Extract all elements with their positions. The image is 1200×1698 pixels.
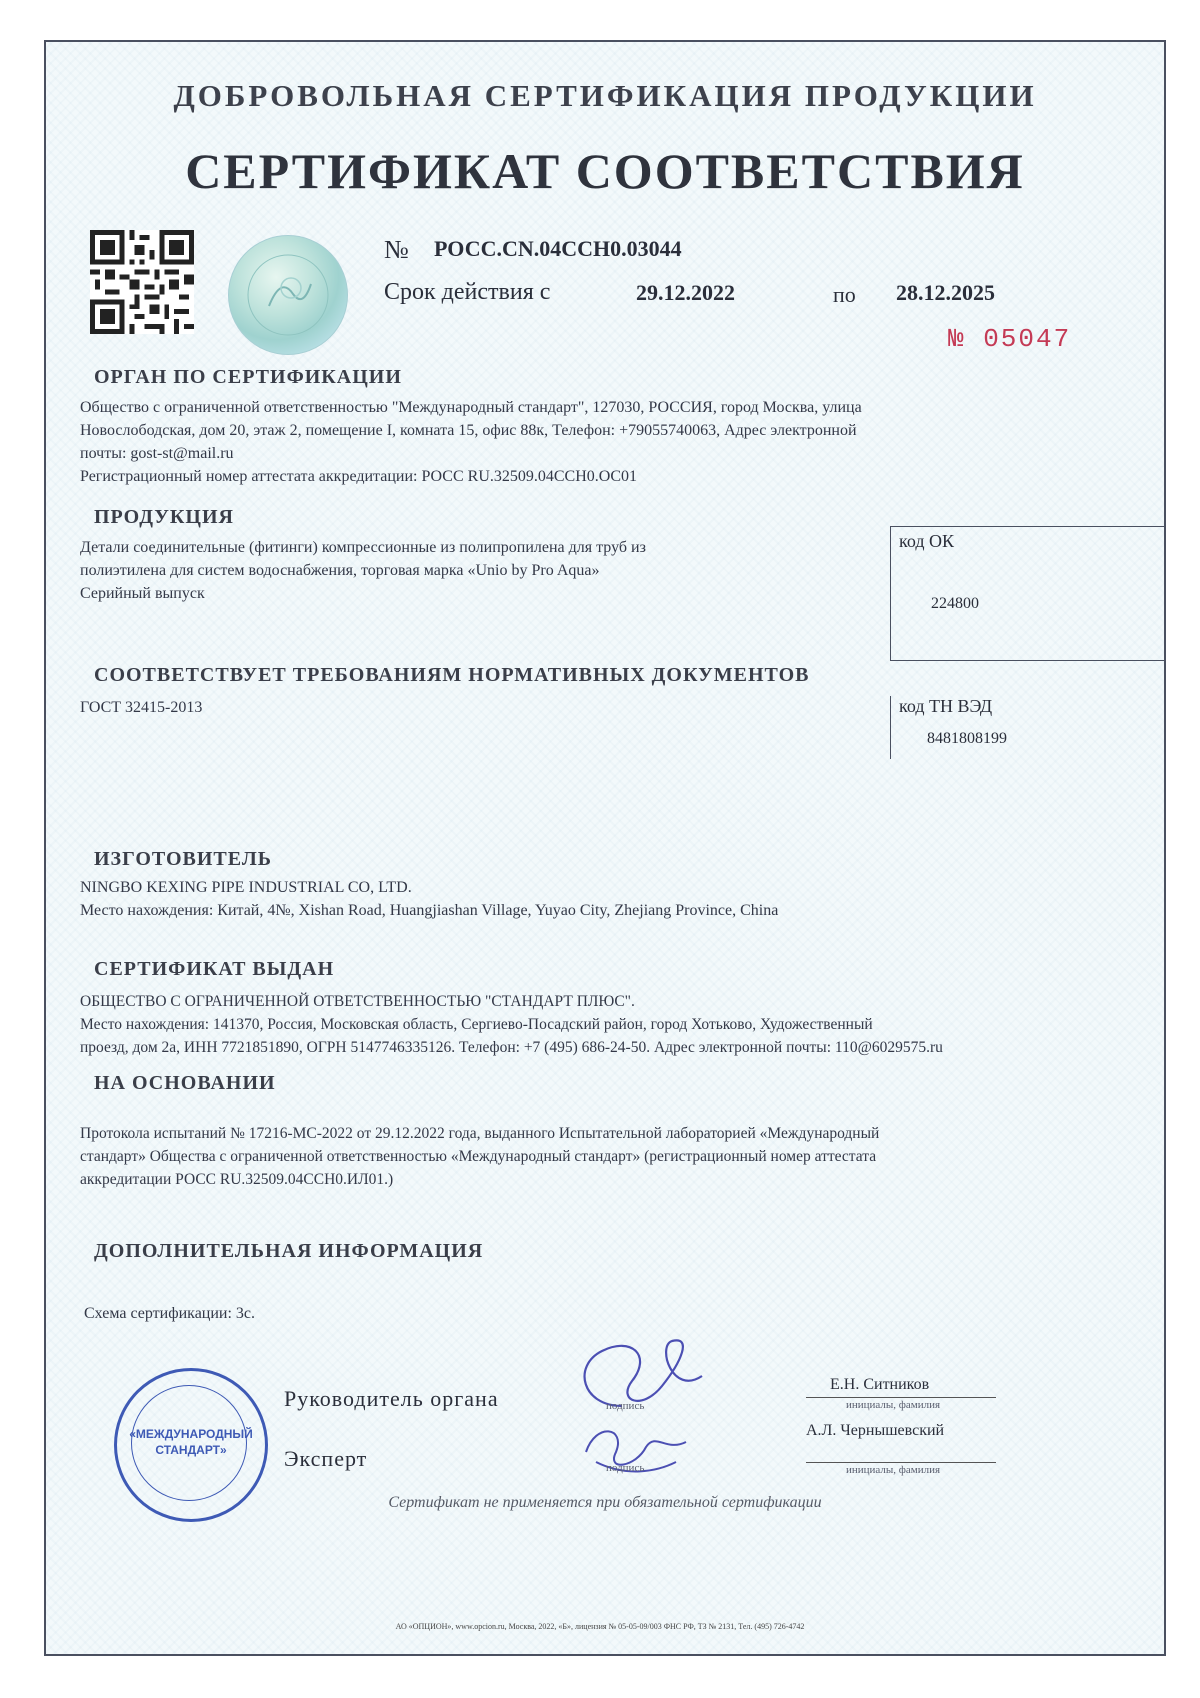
certificate-number-label: № (384, 235, 409, 264)
basis-heading: НА ОСНОВАНИИ (94, 1072, 276, 1094)
valid-to-label: по (833, 282, 856, 307)
manufacturer-address: Место нахождения: Китай, 4№, Xishan Road, Huangjiashan Village, Yuyao City, Zhejiang Province, China (80, 902, 779, 919)
manufacturer-text (80, 876, 1140, 922)
issued-to-line3: проезд, дом 2а, ИНН 7721851890, ОГРН 5147746335126. Телефон: +7 (495) 686-24-50. Адрес электронной почты: 110@6029575.ru (80, 1039, 943, 1056)
validity-label: Срок действия с (384, 279, 551, 305)
manufacturer-heading: ИЗГОТОВИТЕЛЬ (94, 848, 272, 870)
basis-text (80, 1122, 1150, 1191)
print-mark: АО «ОПЦИОН», www.opcion.ru, Москва, 2022, «Б», лицензия № 05-05-09/003 ФНС РФ, ТЗ № 2131, Тел. (495) 726-4742 (395, 1622, 805, 1631)
expert-name: А.Л. Чернышевский (806, 1422, 945, 1439)
additional-info-heading: ДОПОЛНИТЕЛЬНАЯ ИНФОРМАЦИЯ (94, 1240, 484, 1262)
expert-label: Эксперт (284, 1446, 368, 1471)
product-text (80, 536, 870, 605)
accreditation-number: Регистрационный номер аттестата аккредитации: РОСС RU.32509.04CCH0.OC01 (80, 468, 637, 485)
certification-body-text (80, 396, 1140, 488)
ok-code-label: код ОК (899, 531, 954, 551)
qr-code-icon (90, 230, 194, 334)
ok-code-value: 224800 (931, 595, 979, 612)
standard-gost: ГОСТ 32415-2013 (80, 699, 203, 716)
certification-body-line1: Общество с ограниченной ответственностью "Международный стандарт", 127030, РОССИЯ, город Москва, улица (80, 399, 862, 416)
requirements-heading: СООТВЕТСТВУЕТ ТРЕБОВАНИЯМ НОРМАТИВНЫХ ДОКУМЕНТОВ (94, 664, 810, 686)
certificate-sheet (44, 40, 1166, 1656)
product-line2: полиэтилена для систем водоснабжения, торговая марка «Unio by Pro Aqua» (80, 562, 600, 579)
certificate-number: РОСС.CN.04CCH0.03044 (434, 236, 682, 261)
product-line3: Серийный выпуск (80, 585, 205, 602)
head-name: Е.Н. Ситников (830, 1376, 930, 1393)
certification-scheme: Схема сертификации: 3с. (84, 1305, 256, 1322)
head-signature-caption: подпись (606, 1400, 645, 1412)
issued-to-text (80, 990, 1150, 1059)
product-heading: ПРОДУКЦИЯ (94, 506, 234, 528)
footer-note: Сертификат не применяется при обязательной сертификации (388, 1494, 822, 1511)
valid-from-date: 29.12.2022 (636, 280, 735, 305)
ok-code-box (890, 526, 1165, 661)
head-of-body-label: Руководитель органа (284, 1386, 499, 1411)
expert-name-line (806, 1462, 996, 1463)
product-line1: Детали соединительные (фитинги) компрессионные из полипропилена для труб из (80, 539, 646, 556)
head-name-line (806, 1397, 996, 1398)
stamp-text-line1: «МЕЖДУНАРОДНЫЙ (129, 1427, 253, 1441)
certification-body-line3: почты: gost-st@mail.ru (80, 445, 234, 462)
basis-line3: аккредитации РОСС RU.32509.04CCH0.ИЛ01.) (80, 1171, 394, 1188)
tnved-code-value: 8481808199 (927, 730, 1007, 747)
basis-line2: стандарт» Общества с ограниченной ответственностью «Международный стандарт» (регистрационный номер аттестата (80, 1148, 877, 1165)
expert-signature-caption: подпись (606, 1462, 645, 1474)
main-title: СЕРТИФИКАТ СООТВЕТСТВИЯ (185, 143, 1025, 199)
form-serial-number: № 05047 (948, 324, 1072, 354)
issued-to-line2: Место нахождения: 141370, Россия, Московская область, Сергиево-Посадский район, город Хотьково, Художественный (80, 1016, 873, 1033)
basis-line1: Протокола испытаний № 17216-МС-2022 от 29.12.2022 года, выданного Испытательной лабораторией «Международный (80, 1125, 880, 1142)
head-name-caption: инициалы, фамилия (846, 1399, 941, 1411)
tnved-code-box (890, 696, 1165, 759)
expert-name-caption: инициалы, фамилия (846, 1464, 941, 1476)
issued-to-name: ОБЩЕСТВО С ОГРАНИЧЕННОЙ ОТВЕТСТВЕННОСТЬЮ "СТАНДАРТ ПЛЮС". (80, 993, 635, 1010)
hologram-seal-icon (228, 235, 348, 355)
top-title: ДОБРОВОЛЬНАЯ СЕРТИФИКАЦИЯ ПРОДУКЦИИ (173, 78, 1037, 113)
certification-body-line2: Новослободская, дом 20, этаж 2, помещение I, комната 15, офис 88к, Телефон: +79055740063, Адрес электронной (80, 422, 857, 439)
issued-to-heading: СЕРТИФИКАТ ВЫДАН (94, 958, 335, 980)
valid-to-date: 28.12.2025 (896, 280, 995, 305)
stamp-text-line2: СТАНДАРТ» (155, 1443, 227, 1457)
certification-body-heading: ОРГАН ПО СЕРТИФИКАЦИИ (94, 366, 402, 388)
manufacturer-name: NINGBO KEXING PIPE INDUSTRIAL CO, LTD. (80, 879, 412, 896)
tnved-code-label: код ТН ВЭД (899, 696, 993, 716)
